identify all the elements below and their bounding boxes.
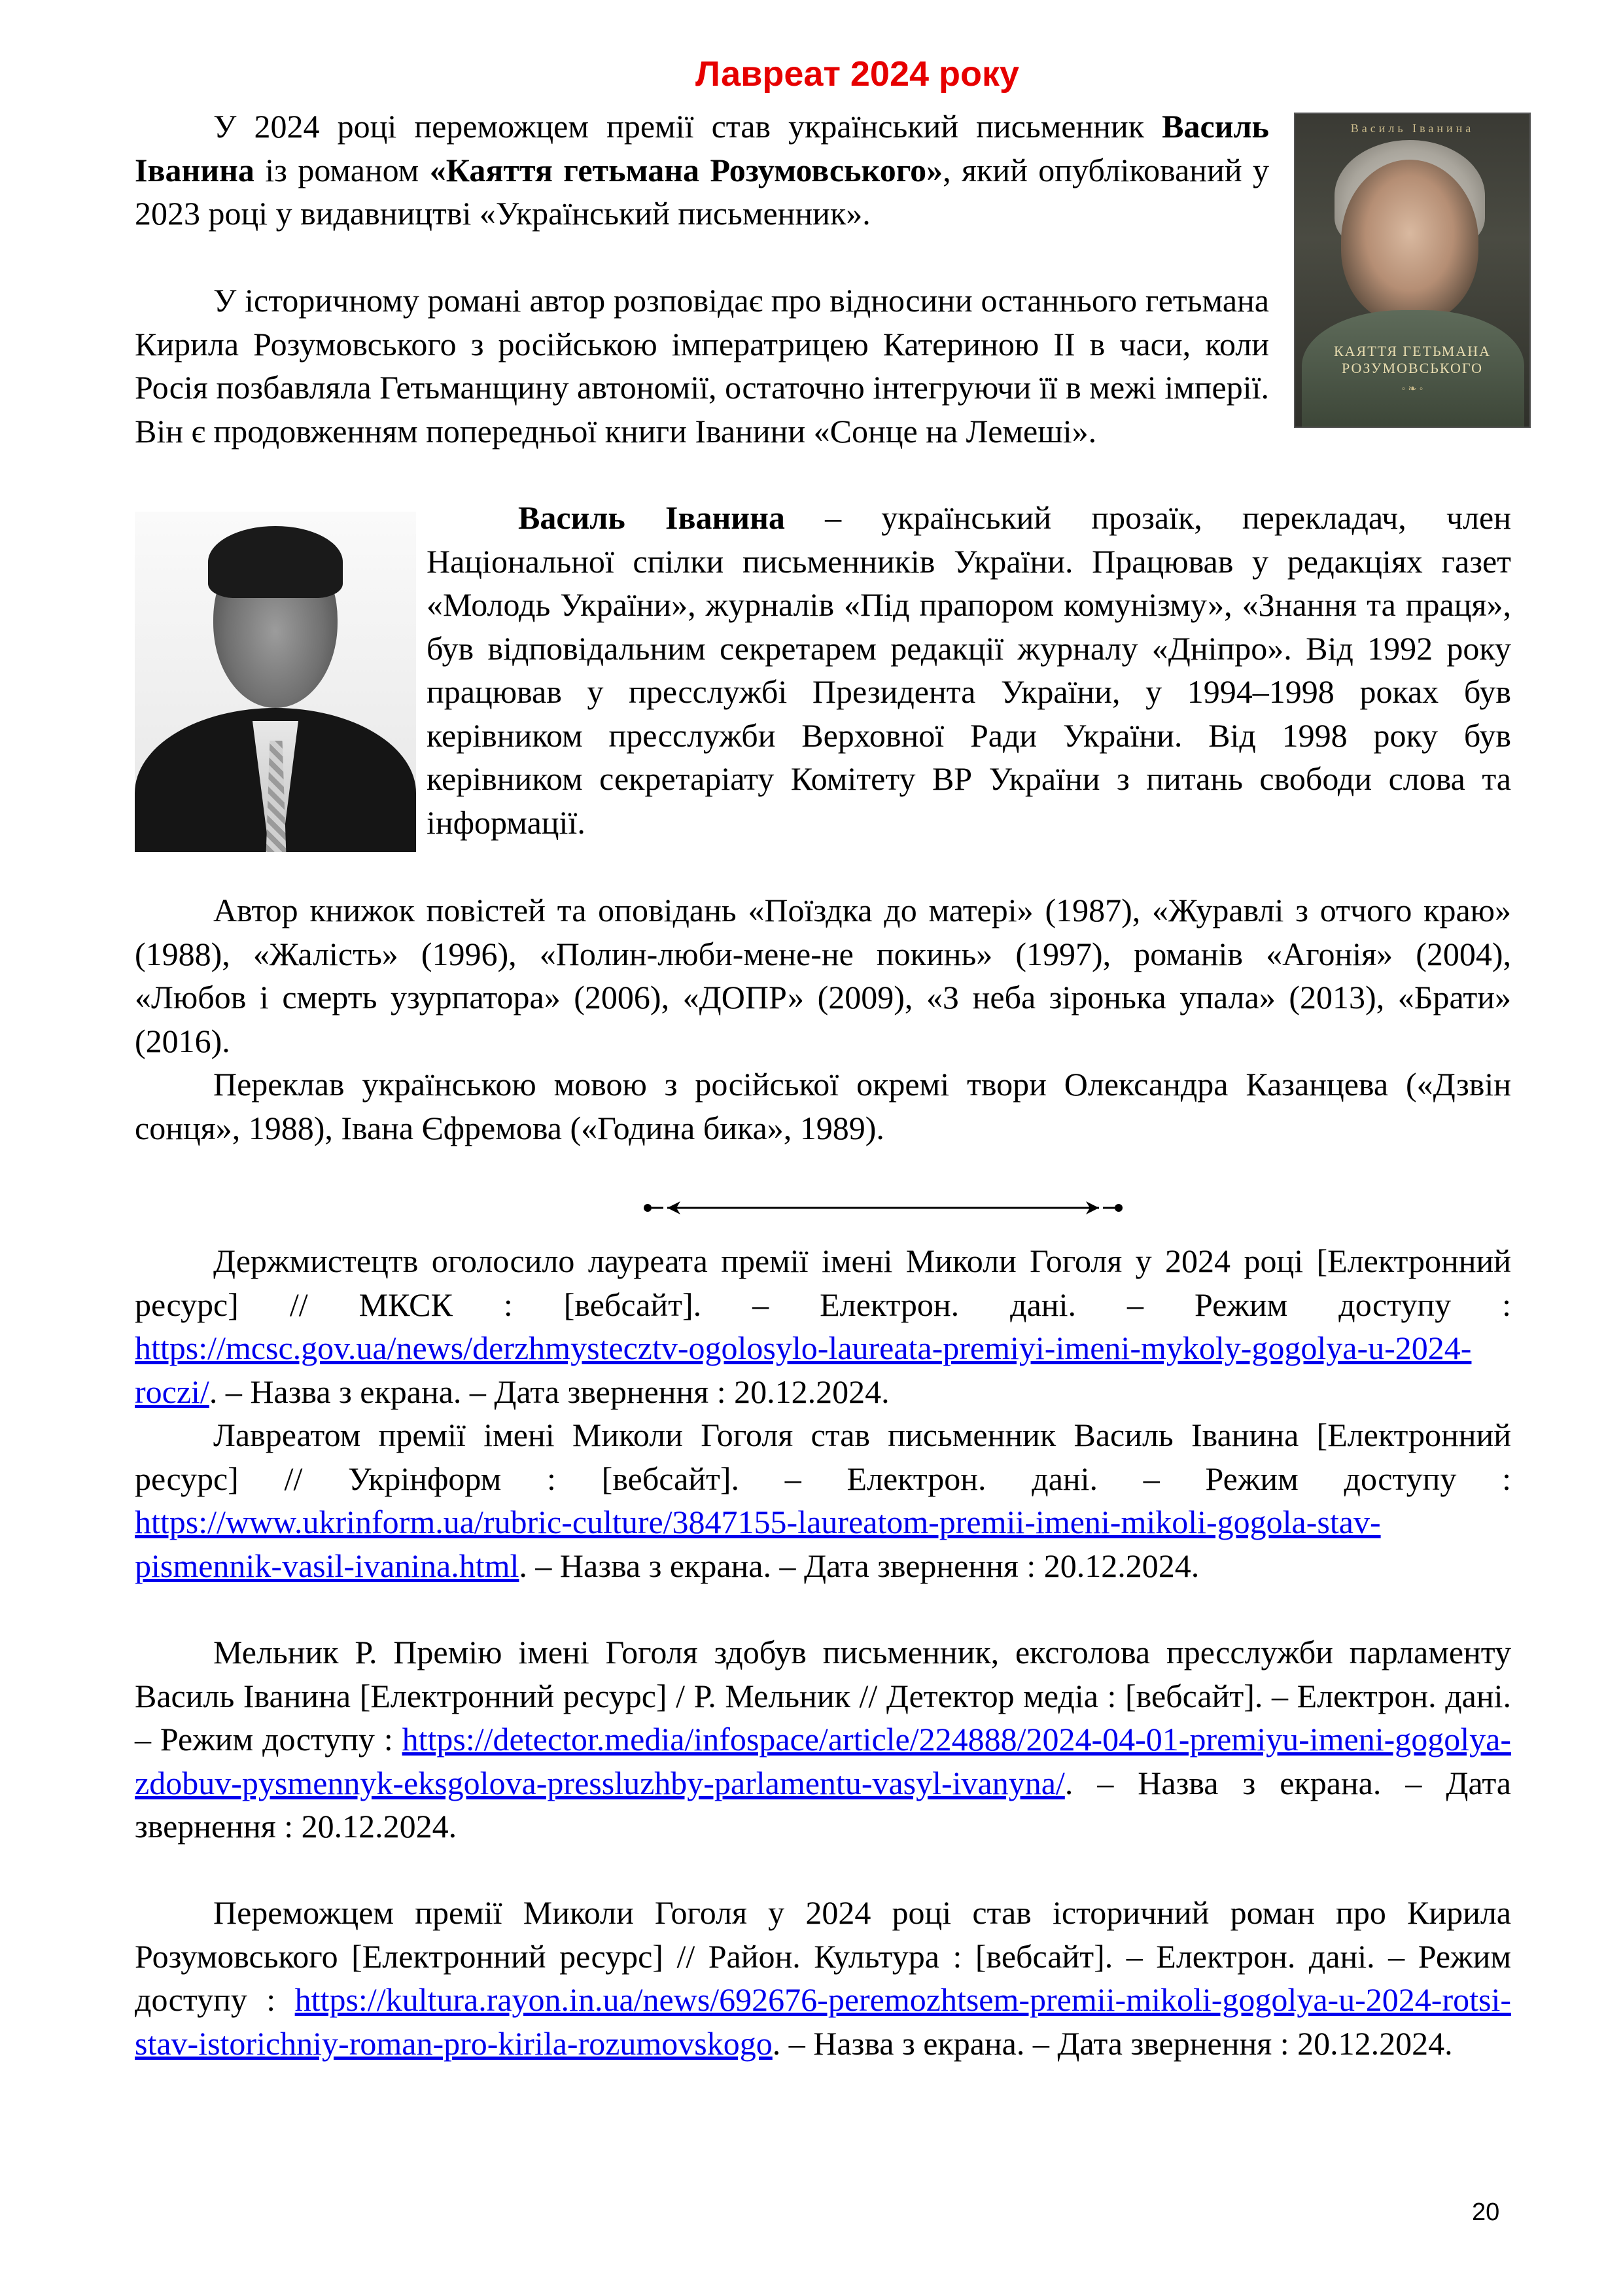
reference-3: Мельник Р. Премію імені Гоголя здобув письменник, ексголова пресслужби парламенту Василь Іванина [Електронний ресурс] / Р. Мельник // Детектор медіа : [вебсайт]. – Електрон. дані. – Режим доступу : https://detector.media/infospace/article/224888/2024-04-01-premiyu-imeni-gogolya-zdobuv-pysmennyk-eksgolova-pressluzhby-parlamentu-vasyl-ivanyna/. – Назва з екрана. – Дата звернення : 20.12.2024.: [135, 1634, 1511, 1845]
page-number: 20: [1472, 2199, 1500, 2226]
intro-paragraph-1: У 2024 році переможцем премії став український письменник Василь Іванина із романом «Каяття гетьмана Розумовського», який опублікований у 2023 році у видавництві «Український письменник».: [135, 108, 1269, 232]
book-cover-author: Василь Іванина: [1350, 122, 1475, 135]
book-cover-ornament: ◦ ❧ ◦: [1401, 383, 1423, 395]
bio-translations-paragraph: Переклав українською мовою з російської окремі твори Олександра Казанцева («Дзвін сонця», 1988), Івана Єфремова («Година бика», 1989).: [135, 1066, 1511, 1146]
bio-books-paragraph: Автор книжок повістей та оповідань «Поїздка до матері» (1987), «Журавлі з отчого краю» (1988), «Жалість» (1996), «Полин-люби-мене-не покинь» (1997), романів «Агонія» (2004), «Любов і смерть узурпатора» (2006), «ДОПР» (2009), «З неба зіронька упала» (2013), «Брати» (2016).: [135, 892, 1511, 1059]
reference-4-link[interactable]: https://kultura.rayon.in.ua/news/692676-peremozhtsem-premii-mikoli-gogolya-u-2024-rotsi-stav-istorichniy-roman-pro-kirila-rozumovskogo: [135, 1981, 1511, 2062]
reference-2-link[interactable]: https://www.ukrinform.ua/rubric-culture/3847155-laureatom-premii-imeni-mikoli-gogola-stav-pismennik-vasil-ivanina.html: [135, 1504, 1381, 1584]
reference-1-link[interactable]: https://mcsc.gov.ua/news/derzhmystecztv-ogolosylo-laureata-premiyi-imeni-mykoly-gogolya-u-2024-roczi/: [135, 1330, 1472, 1410]
bio-name: Василь Іванина: [518, 499, 785, 536]
portrait-face: [1341, 160, 1478, 323]
page-title: Лавреат 2024 року: [695, 54, 1020, 94]
book-cover-image: [1294, 113, 1531, 428]
book-cover-title: КАЯТТЯ ГЕТЬМАНА РОЗУМОВСЬКОГО: [1333, 343, 1492, 376]
ornamental-divider: [628, 1195, 1138, 1221]
reference-1: Держмистецтв оголосило лауреата премії імені Миколи Гоголя у 2024 році [Електронний ресурс] // МКСК : [вебсайт]. – Електрон. дані. – Режим доступу : https://mcsc.gov.ua/news/derzhmystecztv-ogolosylo-laureata-premiyi-imeni-mykoly-gogolya-u-2024-roczi/. – Назва з екрана. – Дата звернення : 20.12.2024.: [135, 1243, 1511, 1410]
reference-4: Переможцем премії Миколи Гоголя у 2024 році став історичний роман про Кирила Розумовського [Електронний ресурс] // Район. Культура : [вебсайт]. – Електрон. дані. – Режим доступу : https://kultura.rayon.in.ua/news/692676-peremozhtsem-premii-mikoli-gogolya-u-2024-rotsi-stav-istorichniy-roman-pro-kirila-rozumovskogo. – Назва з екрана. – Дата звернення : 20.12.2024.: [135, 1894, 1511, 2062]
reference-2: Лавреатом премії імені Миколи Гоголя став письменник Василь Іванина [Електронний ресурс] // Укрінформ : [вебсайт]. – Електрон. дані. – Режим доступу : https://www.ukrinform.ua/rubric-culture/3847155-laureatom-premii-imeni-mikoli-gogola-stav-pismennik-vasil-ivanina.html. – Назва з екрана. – Дата звернення : 20.12.2024.: [135, 1417, 1511, 1584]
bio-paragraph: Василь Іванина – український прозаїк, перекладач, член Національної спілки письменників України. Працював у редакціях газет «Молодь України», журналів «Під прапором комунізму», «Знання та праця», був відповідальним секретарем редакції журналу «Дніпро». Від 1992 року працював у пресслужбі Президента України, у 1994–1998 роках був керівником пресслужби Верховної Ради України. Від 1998 року був керівником секретаріату Комітету ВР України з питань свободи слова та інформації.: [427, 499, 1511, 841]
reference-3-link[interactable]: https://detector.media/infospace/article/224888/2024-04-01-premiyu-imeni-gogolya-zdobuv-pysmennyk-eksgolova-pressluzhby-parlamentu-vasyl-ivanyna/: [135, 1721, 1511, 1801]
intro-paragraph-2: У історичному романі автор розповідає про відносини останнього гетьмана Кирила Розумовського з російською імператрицею Катериною ІІ в часи, коли Росія позбавляла Гетьманщину автономії, остаточно інтегруючи її в межі імперії. Він є продовженням попередньої книги Іванини «Сонце на Лемеші».: [135, 282, 1269, 450]
